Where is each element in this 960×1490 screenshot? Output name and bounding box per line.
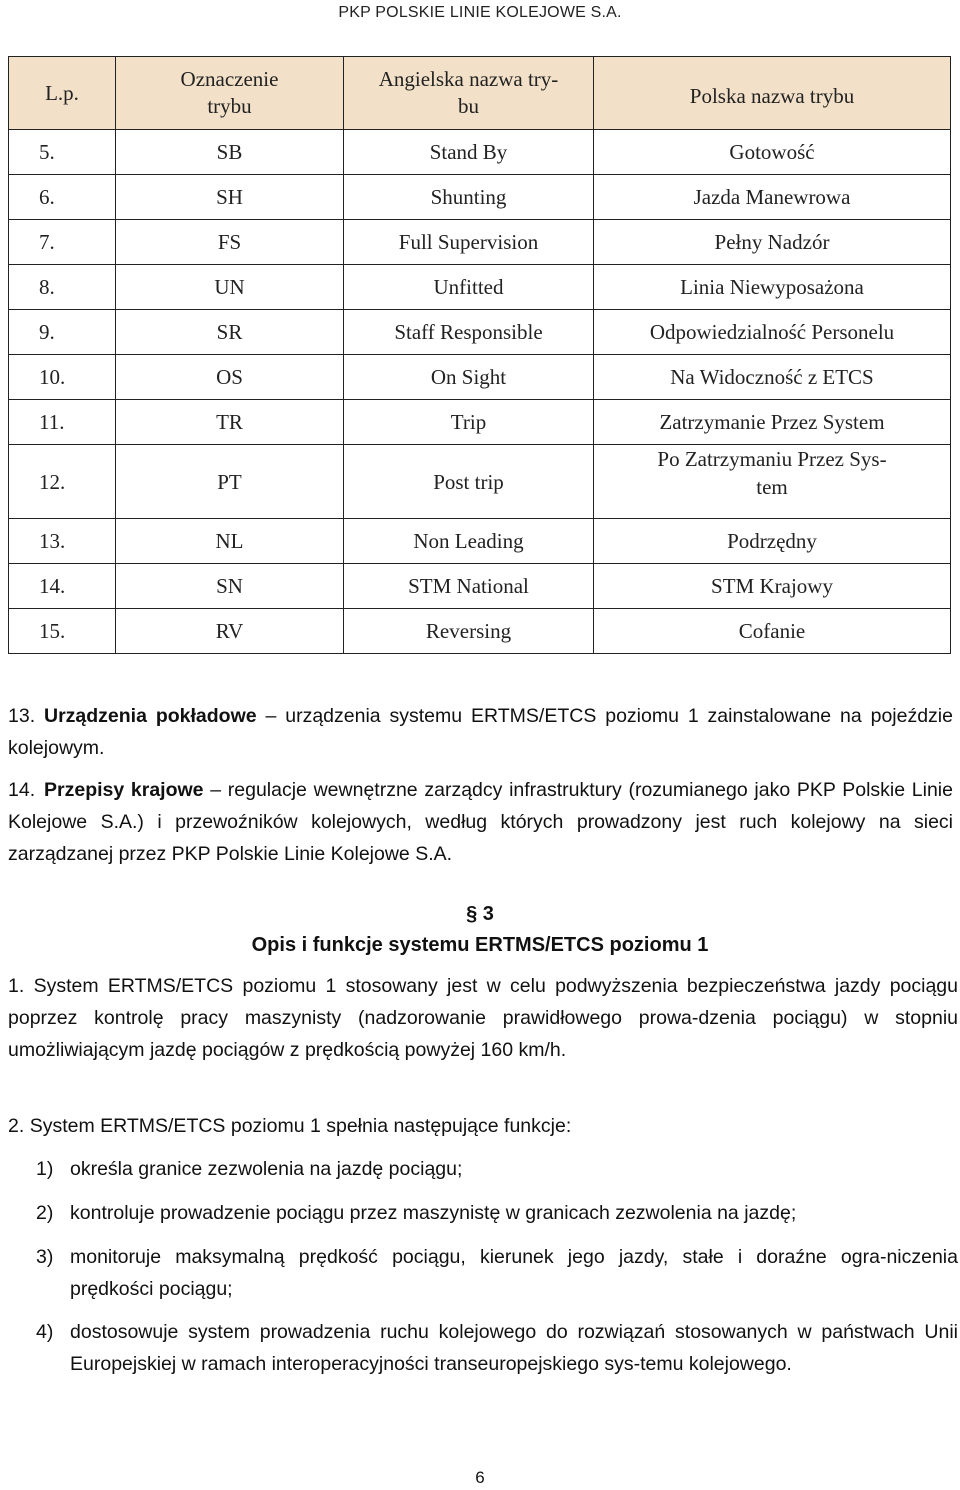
col-header-polish: Polska nazwa trybu [594, 57, 951, 130]
table-row [9, 355, 951, 400]
cell-code: UN [116, 265, 344, 310]
table-row [9, 310, 951, 355]
cell-lp: 9. [9, 310, 116, 355]
function-item [36, 1316, 958, 1380]
cell-code: SR [116, 310, 344, 355]
table-row [9, 265, 951, 310]
cell-code: RV [116, 609, 344, 654]
cell-lp: 13. [9, 519, 116, 564]
paragraph-2 [8, 1110, 958, 1142]
table-row [9, 609, 951, 654]
table-row [9, 445, 951, 519]
function-text: określa granice zezwolenia na jazdę pociągu; [70, 1158, 463, 1180]
cell-polish: Gotowość [594, 130, 951, 175]
col-header-lp: L.p. [9, 57, 116, 130]
definition-term: Przepisy krajowe [44, 779, 204, 801]
cell-polish: STM Krajowy [594, 564, 951, 609]
section-symbol: § 3 [466, 903, 494, 925]
function-item [36, 1153, 958, 1185]
cell-code: FS [116, 220, 344, 265]
cell-english: Stand By [344, 130, 594, 175]
cell-polish: Zatrzymanie Przez System [594, 400, 951, 445]
cell-english: Reversing [344, 609, 594, 654]
table-header-row [9, 57, 951, 130]
function-number: 3) [36, 1246, 54, 1268]
cell-lp: 8. [9, 265, 116, 310]
definition-text: – regulacje wewnętrzne zarządcy infrastruktury (rozumianego jako PKP Polskie Linie Kolejowe S.A.) i przewoźników kolejowych, według których prowadzony jest ruch kolejowy na sieci zarządzanej przez PKP Polskie Linie Kolejowe S.A. [8, 779, 953, 865]
cell-english: Staff Responsible [344, 310, 594, 355]
cell-polish: Odpowiedzialność Personelu [594, 310, 951, 355]
cell-lp: 14. [9, 564, 116, 609]
function-text: monitoruje maksymalną prędkość pociągu, kierunek jego jazdy, stałe i doraźne ogra-niczenia prędkości pociągu; [70, 1246, 958, 1300]
cell-english: Post trip [344, 445, 594, 519]
page-number: 6 [475, 1468, 485, 1487]
col-header-english-line1: Angielska nazwa try- [378, 67, 559, 91]
cell-lp: 6. [9, 175, 116, 220]
col-header-english [344, 57, 594, 130]
cell-code: PT [116, 445, 344, 519]
cell-polish: Linia Niewyposażona [594, 265, 951, 310]
cell-code: SB [116, 130, 344, 175]
cell-lp: 7. [9, 220, 116, 265]
cell-polish: Pełny Nadzór [594, 220, 951, 265]
cell-lp: 15. [9, 609, 116, 654]
definition-item [8, 700, 953, 764]
paragraph-text: System ERTMS/ETCS poziomu 1 stosowany jest w celu podwyższenia bezpieczeństwa jazdy pociągu poprzez kontrolę pracy maszynisty (nadzorowanie prawidłowego prowa-dzenia pociągu) w stopniu umożliwiającym jazdę pociągów z prędkością powyżej 160 km/h. [8, 975, 959, 1061]
cell-english: Non Leading [344, 519, 594, 564]
cell-polish: Cofanie [594, 609, 951, 654]
function-text: dostosowuje system prowadzenia ruchu kolejowego do rozwiązań stosowanych w państwach Unii Europejskiej w ramach interoperacyjności transeuropejskiego sys-temu kolejowego. [70, 1321, 958, 1375]
cell-code: TR [116, 400, 344, 445]
page-header: PKP POLSKIE LINIE KOLEJOWE S.A. [338, 4, 622, 21]
cell-polish: Podrzędny [594, 519, 951, 564]
cell-lp: 5. [9, 130, 116, 175]
cell-polish: Jazda Manewrowa [594, 175, 951, 220]
table-row [9, 220, 951, 265]
function-text: kontroluje prowadzenie pociągu przez maszynistę w granicach zezwolenia na jazdę; [70, 1202, 797, 1224]
table-row [9, 130, 951, 175]
paragraph-1 [8, 970, 958, 1066]
cell-code: OS [116, 355, 344, 400]
cell-code: SH [116, 175, 344, 220]
definition-number: 14. [8, 779, 36, 801]
definition-item [8, 774, 953, 870]
function-number: 2) [36, 1202, 54, 1224]
paragraph-number: 1. [8, 975, 25, 997]
col-header-code-line1: Oznaczenie [180, 67, 279, 91]
cell-code: SN [116, 564, 344, 609]
table-row [9, 175, 951, 220]
definition-number: 13. [8, 705, 36, 727]
col-header-code [116, 57, 344, 130]
cell-english: STM National [344, 564, 594, 609]
section-title: Opis i funkcje systemu ERTMS/ETCS poziomu 1 [251, 934, 709, 956]
paragraph-number: 2. [8, 1115, 25, 1137]
function-number: 1) [36, 1158, 54, 1180]
etcs-modes-table [8, 56, 951, 654]
cell-polish [594, 445, 951, 519]
col-header-english-line2: bu [458, 94, 479, 118]
paragraph-text: System ERTMS/ETCS poziomu 1 spełnia następujące funkcje: [29, 1115, 572, 1137]
definition-term: Urządzenia pokładowe [44, 705, 257, 727]
function-number: 4) [36, 1321, 54, 1343]
cell-polish: Na Widoczność z ETCS [594, 355, 951, 400]
cell-lp: 10. [9, 355, 116, 400]
function-item [36, 1197, 958, 1229]
definition-text: – urządzenia systemu ERTMS/ETCS poziomu 1 zainstalowane na pojeździe kolejowym. [8, 705, 953, 759]
cell-english: Unfitted [344, 265, 594, 310]
cell-english: Full Supervision [344, 220, 594, 265]
col-header-code-line2: trybu [207, 94, 252, 118]
table-row [9, 519, 951, 564]
table-row [9, 564, 951, 609]
cell-polish-line1: Po Zatrzymaniu Przez Sys- [657, 447, 887, 471]
cell-code: NL [116, 519, 344, 564]
cell-lp: 12. [9, 445, 116, 519]
cell-polish-line2: tem [756, 475, 788, 499]
cell-english: Trip [344, 400, 594, 445]
cell-english: Shunting [344, 175, 594, 220]
table-row [9, 400, 951, 445]
cell-english: On Sight [344, 355, 594, 400]
function-item [36, 1241, 958, 1305]
cell-lp: 11. [9, 400, 116, 445]
